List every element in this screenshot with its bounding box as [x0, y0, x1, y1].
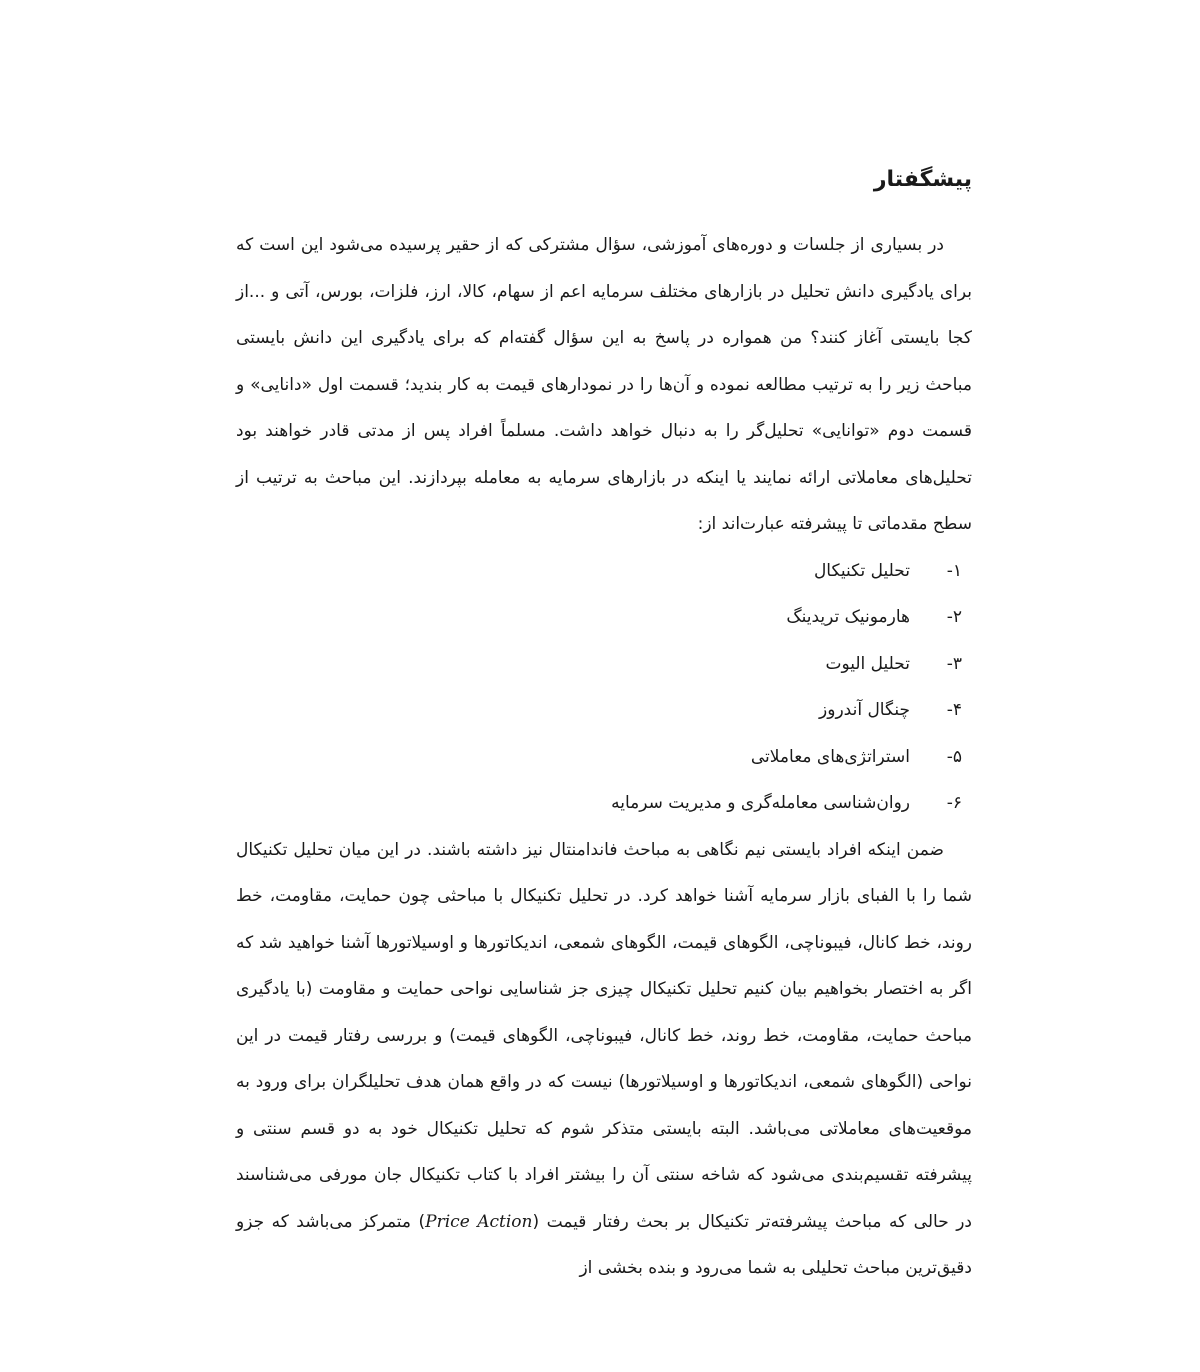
page-title: پیشگفتار: [873, 167, 972, 192]
list-item-number: ۶-: [946, 793, 962, 813]
list-item-number: ۳-: [946, 653, 962, 674]
list-item-label: روان‌شناسی معامله‌گری و مدیریت سرمایه: [611, 793, 910, 813]
list-item: [236, 687, 972, 734]
intro-paragraph: در بسیاری از جلسات و دوره‌های آموزشی، سؤال مشترکی که از حقیر پرسیده می‌شود این است که برای یادگیری دانش تحلیل در بازارهای مختلف سرمایه اعم از سهام، کالا، ارز، فلزات، بورس، آتی و ...از کجا بایستی آغاز کنند؟ من همواره در پاسخ به این سؤال گفته‌ام که برای یادگیری این دانش بایستی مباحث زیر را به ترتیب مطالعه نموده و آن‌ها را در نمودارهای قیمت به کار بندید؛ قسمت اول «دانایی» و قسمت دوم «توانایی» تحلیل‌گر را به دنبال خواهد داشت. مسلماً افراد پس از مدتی قادر خواهند بود تحلیل‌های معاملاتی ارائه نمایند یا اینکه در بازارهای سرمایه به معامله بپردازند. این مباحث به ترتیب از سطح مقدماتی تا پیشرفته عبارت‌اند از:: [236, 235, 972, 534]
second-paragraph-end: ) متمرکز می‌باشد که جزو دقیق‌ترین مباحث تحلیلی به شما می‌رود و بنده بخشی از: [236, 1211, 972, 1278]
list-item-label: تحلیل تکنیکال: [813, 560, 910, 581]
list-item-number: ۴-: [946, 700, 962, 720]
list-item: [236, 780, 972, 827]
second-paragraph: [236, 827, 972, 1292]
latin-term: Price Action: [425, 1211, 533, 1232]
list-item-label: استراتژی‌های معاملاتی: [750, 746, 910, 767]
list-item-number: ۲-: [946, 607, 962, 627]
list-item-label: تحلیل الیوت: [825, 653, 910, 674]
list-item: [236, 548, 972, 595]
list-item: [236, 734, 972, 781]
list-item-label: هارمونیک تریدینگ: [786, 607, 910, 627]
list-item-label: چنگال آندروز: [819, 700, 910, 720]
document-page: [236, 160, 972, 1292]
topics-list: [236, 548, 972, 827]
list-item-number: ۱-: [946, 560, 962, 581]
second-paragraph-start: ضمن اینکه افراد بایستی نیم نگاهی به مباحث فاندامنتال نیز داشته باشند. در این میان تحلیل تکنیکال شما را با الفبای بازار سرمایه آشنا خواهد کرد. در تحلیل تکنیکال با مباحثی چون حمایت، مقاومت، خط روند، خط کانال، فیبوناچی، الگوهای قیمت، الگوهای شمعی، اندیکاتورها و اوسیلاتورها آشنا خواهید شد که اگر به اختصار بخواهیم بیان کنیم تحلیل تکنیکال چیزی جز شناسایی نواحی حمایت و مقاومت (با یادگیری مباحث حمایت، مقاومت، خط روند، خط کانال، فیبوناچی، الگوهای قیمت) و بررسی رفتار قیمت در این نواحی (الگوهای شمعی، اندیکاتورها و اوسیلاتورها) نیست که در واقع همان هدف تحلیلگران برای ورود به موقعیت‌های معاملاتی می‌باشد. البته بایستی متذکر شوم که تحلیل تکنیکال خود به دو قسم سنتی و پیشرفته تقسیم‌بندی می‌شود که شاخه سنتی آن را بیشتر افراد با کتاب تکنیکال جان مورفی می‌شناسند در حالی که مباحث پیشرفته‌تر تکنیکال بر بحث رفتار قیمت (: [236, 839, 972, 1232]
list-item: [236, 641, 972, 688]
list-item: [236, 594, 972, 641]
list-item-number: ۵-: [946, 746, 962, 767]
